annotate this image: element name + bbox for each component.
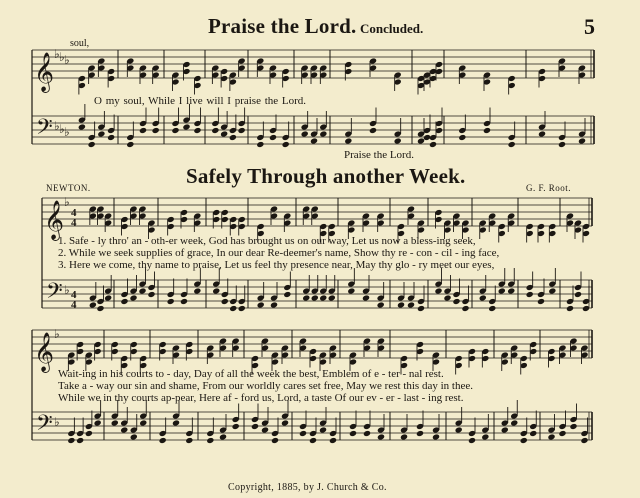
bass-clef: 𝄢 [36, 411, 53, 441]
bass-chord-note [229, 305, 237, 312]
bass-chord-note [432, 433, 440, 440]
bass-chord-note [130, 433, 138, 440]
bass-chord-note [311, 294, 319, 301]
bass-chord-note [257, 301, 265, 308]
bass-chord-note [85, 430, 93, 437]
bass-chord-note [301, 130, 309, 137]
time-signature-bottom: 4 [71, 299, 77, 311]
bass-chord-note [251, 423, 259, 430]
bass-chord-note [232, 423, 240, 430]
bass-chord-note [67, 437, 75, 444]
bass-chord-note [96, 305, 104, 312]
bass-chord-note [111, 419, 119, 426]
bass-chord-note [180, 298, 188, 305]
bass-chord-note [349, 430, 357, 437]
flat-sign: ♭ [64, 283, 70, 297]
bass-chord-note [76, 437, 84, 444]
bass-chord-note [434, 287, 442, 294]
bass-chord-note [269, 134, 277, 141]
bass-chord-note [309, 437, 317, 444]
bass-chord-note [520, 437, 528, 444]
bass-chord-note [377, 301, 385, 308]
bass-chord-note [167, 298, 175, 305]
treble-clef: 𝄞 [34, 332, 55, 372]
time-signature-top: 4 [71, 207, 77, 219]
bass-chord-note [452, 298, 460, 305]
bass-chord-note [107, 134, 115, 141]
bass-chord-note [211, 127, 219, 134]
bass-chord-note [394, 137, 402, 144]
bass-chord-note [193, 127, 201, 134]
bass-clef: 𝄢 [46, 279, 63, 309]
flat-sign: ♭ [64, 125, 70, 139]
composer-right: G. F. Root. [526, 183, 572, 193]
treble-clef: 𝄞 [44, 200, 65, 240]
bass-chord-note [206, 437, 214, 444]
bass-chord-note [270, 301, 278, 308]
bass-chord-note [529, 430, 537, 437]
bass-chord-note [152, 127, 160, 134]
bass-chord-note [344, 137, 352, 144]
bass-chord-note [501, 426, 509, 433]
bass-chord-note [319, 130, 327, 137]
time-signature-top: 4 [71, 289, 77, 301]
bass-chord-note [580, 437, 588, 444]
bass-chord-note [238, 127, 246, 134]
verse-a-1: 1. Safe - ly thro' an - oth-er week, God has brought us on our way, Let us now a bless-ing seek, [58, 235, 476, 247]
composer-left: NEWTON. [46, 183, 91, 193]
bass-chord-note [566, 305, 574, 312]
treble-clef: 𝄞 [34, 52, 55, 92]
subtitle-concluded: Concluded. [360, 21, 424, 36]
bass-chord-note [310, 137, 318, 144]
bass-chord-note [126, 141, 134, 148]
flat-sign: ♭ [59, 50, 65, 64]
bass-chord-note [89, 301, 97, 308]
bass-chord-note [377, 433, 385, 440]
bass-chord-note [221, 298, 229, 305]
bass-chord-note [328, 294, 336, 301]
bass-chord-note [171, 127, 179, 134]
section1-lyric: O my soul, While I live will I praise the Lord. [94, 95, 307, 107]
bass-chord-note [461, 305, 469, 312]
bass-chord-note [97, 130, 105, 137]
bass-chord-note [172, 419, 180, 426]
bass-chord-note [229, 134, 237, 141]
bass-chord-note [319, 294, 327, 301]
bass-chord-note [347, 287, 355, 294]
bass-chord-note [498, 287, 506, 294]
bass-chord-note [319, 426, 327, 433]
bass-chord-note [139, 127, 147, 134]
bass-chord-note [256, 141, 264, 148]
bass-chord-note [78, 123, 86, 130]
bass-chord-note [558, 430, 566, 437]
title-praise-the-lord: Praise the Lord. [208, 14, 357, 38]
bass-chord-note [329, 437, 337, 444]
bass-chord-note [400, 433, 408, 440]
bass-chord-note [120, 298, 128, 305]
bass-chord-note [369, 127, 377, 134]
bass-chord-note [363, 430, 371, 437]
bass-chord-note [261, 426, 269, 433]
bass-chord-note [138, 287, 146, 294]
bass-chord-note [282, 141, 290, 148]
bass-chord-note [147, 291, 155, 298]
bass-chord-note [94, 419, 102, 426]
verse-b-3: While we in thy courts ap-pear, Here af - ford us, Lord, a taste Of our ev - er - last - ing rest. [58, 392, 464, 404]
bass-chord-note [507, 287, 515, 294]
bass-chord-note [88, 141, 96, 148]
bass-clef: 𝄢 [36, 115, 53, 145]
bass-chord-note [468, 437, 476, 444]
bass-chord-note [547, 433, 555, 440]
bass-chord-note [139, 419, 147, 426]
verse-b-1: Wait-ing in his courts to - day, Day of all the week the best, Emblem of e - ter - nal rest. [58, 368, 444, 380]
bass-chord-note [159, 437, 167, 444]
bass-chord-note [397, 301, 405, 308]
flat-sign: ♭ [59, 122, 65, 136]
bass-chord-note [483, 127, 491, 134]
bass-chord-note [417, 305, 425, 312]
time-signature-bottom: 4 [71, 217, 77, 229]
flat-sign: ♭ [64, 53, 70, 67]
bass-chord-note [238, 305, 246, 312]
bass-chord-note [429, 141, 437, 148]
bass-chord-note [182, 123, 190, 130]
bass-chord-note [578, 137, 586, 144]
bass-chord-note [488, 305, 496, 312]
bass-chord-note [407, 301, 415, 308]
bass-chord-note [574, 291, 582, 298]
bass-chord-note [219, 433, 227, 440]
bass-chord-note [538, 130, 546, 137]
title-safely-through: Safely Through another Week. [186, 164, 466, 188]
bass-chord-note [120, 426, 128, 433]
bass-chord-note [416, 430, 424, 437]
bass-chord-note [508, 141, 516, 148]
bass-chord-note [569, 423, 577, 430]
bass-chord-note [271, 437, 279, 444]
bass-chord-note [302, 294, 310, 301]
bass-chord-note [479, 294, 487, 301]
flat-sign: ♭ [54, 119, 60, 133]
bass-chord-note [185, 437, 193, 444]
bass-chord-note [537, 298, 545, 305]
flat-sign: ♭ [64, 195, 70, 209]
bass-chord-note [281, 419, 289, 426]
bass-chord-note [510, 419, 518, 426]
verse-b-2: Take a - way our sin and shame, From our worldly cares set free, May we rest this day in thee. [58, 380, 473, 392]
bass-chord-note [526, 291, 534, 298]
bass-chord-note [299, 430, 307, 437]
bass-chord-note [283, 291, 291, 298]
bass-chord-note [220, 130, 228, 137]
flat-sign: ♭ [54, 415, 60, 429]
bass-chord-note [104, 294, 112, 301]
bass-chord-note [443, 294, 451, 301]
bass-chord-note [212, 287, 220, 294]
word-above-staff: soul, [70, 38, 90, 49]
bass-chord-note [193, 287, 201, 294]
flat-sign: ♭ [54, 47, 60, 61]
bass-chord-note [548, 287, 556, 294]
bass-chord-note [129, 294, 137, 301]
verse-a-3: 3. Here we come, thy name to praise, Let us feel thy presence near, May thy glo - ry meet our eyes, [58, 259, 495, 271]
section1-lyric-below: Praise the Lord. [344, 149, 414, 161]
bass-chord-note [458, 134, 466, 141]
flat-sign: ♭ [54, 327, 60, 341]
bass-chord-note [558, 141, 566, 148]
copyright: Copyright, 1885, by J. Church & Co. [228, 482, 387, 493]
bass-chord-note [481, 433, 489, 440]
verse-a-2: 2. While we seek supplies of grace, In our dear Re-deemer's name, Show thy re - con - cil - ing face, [58, 247, 500, 259]
bass-chord-note [362, 294, 370, 301]
page-number: 5 [584, 14, 595, 39]
bass-chord-note [455, 426, 463, 433]
